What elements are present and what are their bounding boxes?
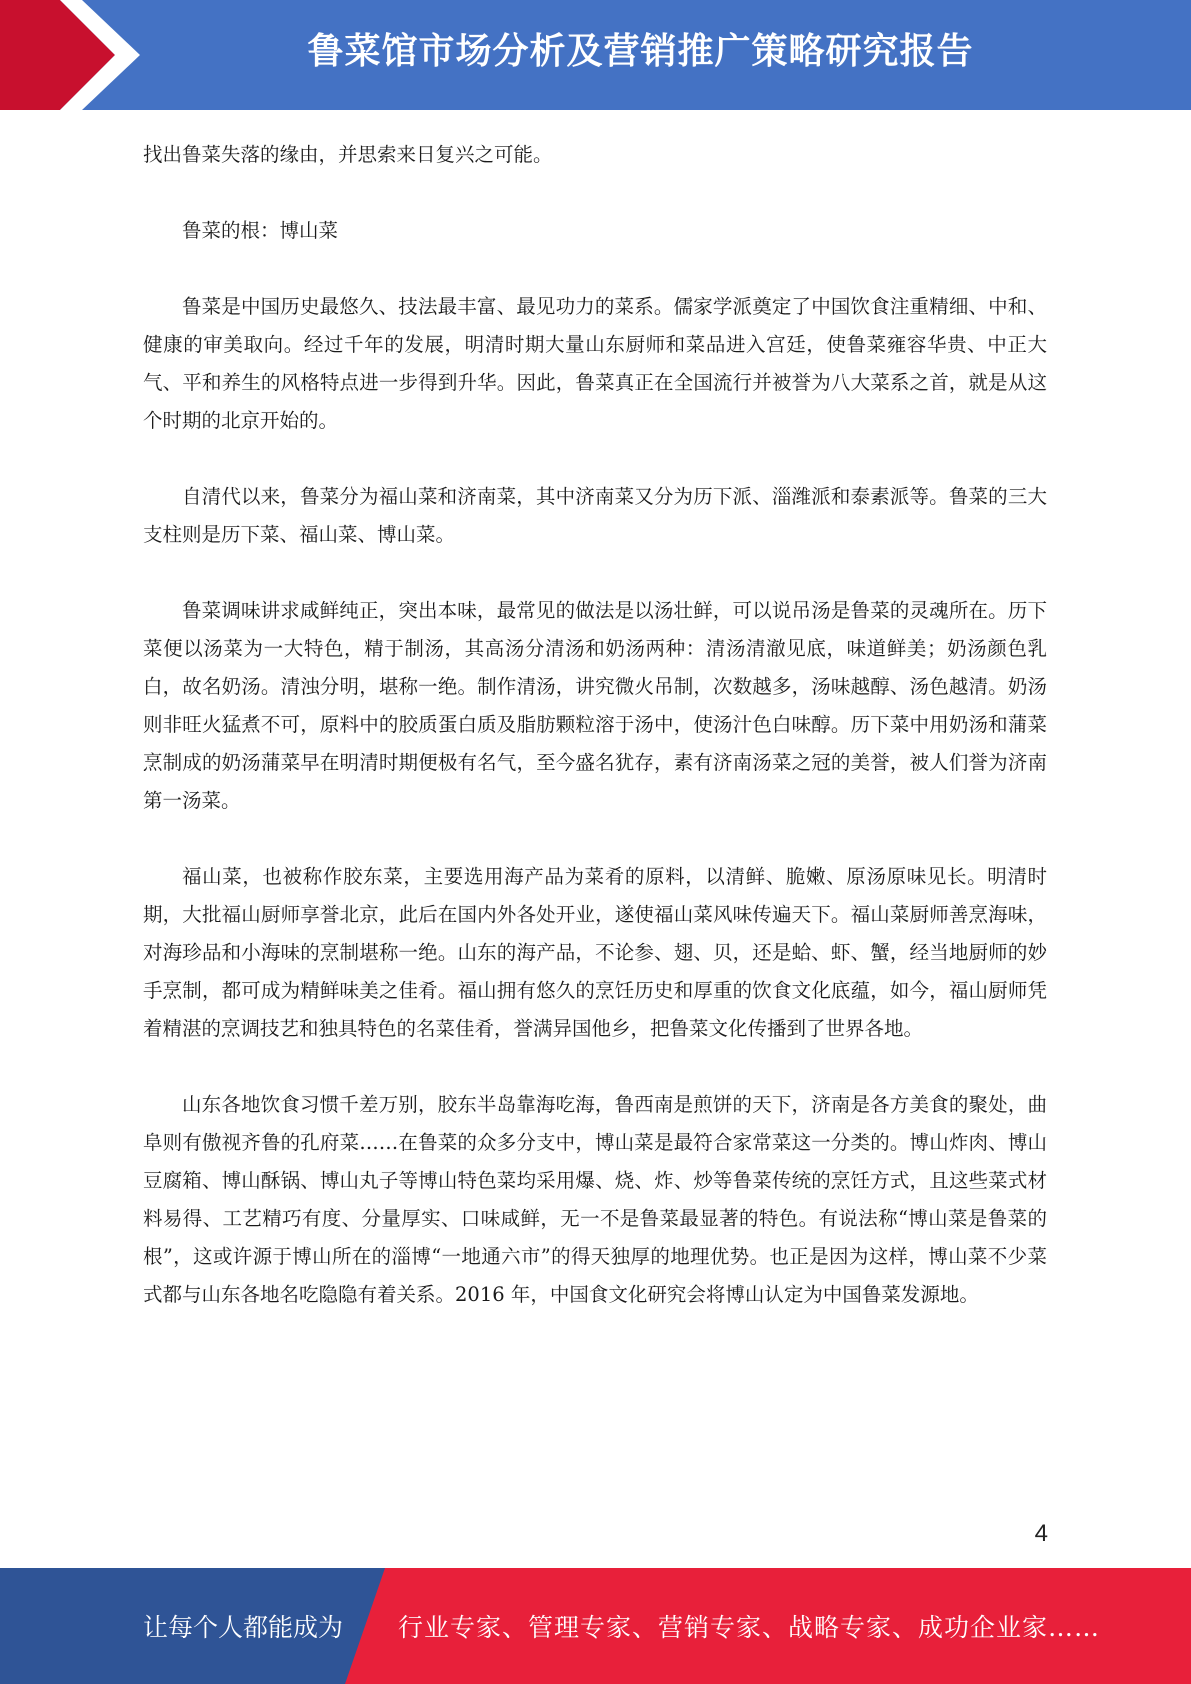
arrow-chevron-decoration [0,0,160,110]
page-title: 鲁菜馆市场分析及营销推广策略研究报告 [307,31,974,72]
page-number: 4 [1034,1520,1048,1547]
paragraph: 鲁菜调味讲求咸鲜纯正，突出本味，最常见的做法是以汤壮鲜，可以说吊汤是鲁菜的灵魂所在。历下菜便以汤菜为一大特色，精于制汤，其高汤分清汤和奶汤两种：清汤清澈见底，味道鲜美；奶汤颜色乳白，故名奶汤。清浊分明，堪称一绝。制作清汤，讲究微火吊制，次数越多，汤味越醇、汤色越清。奶汤则非旺火猛煮不可，原料中的胶质蛋白质及脂肪颗粒溶于汤中，使汤汁色白味醇。历下菜中用奶汤和蒲菜烹制成的奶汤蒲菜早在明清时期便极有名气，至今盛名犹存，素有济南汤菜之冠的美誉，被人们誉为济南第一汤菜。 [143,599,1047,812]
footer-slogan-right: 行业专家、管理专家、营销专家、战略专家、成功企业家…… [398,1613,1101,1642]
page-footer [0,1568,1191,1684]
paragraph: 自清代以来，鲁菜分为福山菜和济南菜，其中济南菜又分为历下派、淄潍派和泰素派等。鲁菜的三大支柱则是历下菜、福山菜、博山菜。 [143,485,1047,546]
document-body [143,136,1047,1314]
paragraph-continuation: 找出鲁菜失落的缘由，并思索来日复兴之可能。 [143,143,553,166]
paragraph: 福山菜，也被称作胶东菜，主要选用海产品为菜肴的原料，以清鲜、脆嫩、原汤原味见长。明清时期，大批福山厨师享誉北京，此后在国内外各处开业，遂使福山菜风味传遍天下。福山菜厨师善烹海味，对海珍品和小海味的烹制堪称一绝。山东的海产品，不论参、翅、贝，还是蛤、虾、蟹，经当地厨师的妙手烹制，都可成为精鲜味美之佳肴。福山拥有悠久的烹饪历史和厚重的饮食文化底蕴，如今，福山厨师凭着精湛的烹调技艺和独具特色的名菜佳肴，誉满异国他乡，把鲁菜文化传播到了世界各地。 [143,865,1047,1040]
section-heading: 鲁菜的根：博山菜 [182,219,339,242]
paragraph: 鲁菜是中国历史最悠久、技法最丰富、最见功力的菜系。儒家学派奠定了中国饮食注重精细、中和、健康的审美取向。经过千年的发展，明清时期大量山东厨师和菜品进入宫廷，使鲁菜雍容华贵、中正大气、平和养生的风格特点进一步得到升华。因此，鲁菜真正在全国流行并被誉为八大菜系之首，就是从这个时期的北京开始的。 [143,295,1047,432]
footer-slogan-left: 让每个人都能成为 [143,1613,344,1642]
paragraph: 山东各地饮食习惯千差万别，胶东半岛靠海吃海，鲁西南是煎饼的天下，济南是各方美食的聚处，曲阜则有傲视齐鲁的孔府菜……在鲁菜的众多分支中，博山菜是最符合家常菜这一分类的。博山炸肉、博山豆腐箱、博山酥锅、博山丸子等博山特色菜均采用爆、烧、炸、炒等鲁菜传统的烹饪方式，且这些菜式材料易得、工艺精巧有度、分量厚实、口味咸鲜，无一不是鲁菜最显著的特色。有说法称“博山菜是鲁菜的根”，这或许源于博山所在的淄博“一地通六市”的得天独厚的地理优势。也正是因为这样，博山菜不少菜式都与山东各地名吃隐隐有着关系。2016 年，中国食文化研究会将博山认定为中国鲁菜发源地。 [143,1093,1047,1306]
page-header [0,0,1191,110]
